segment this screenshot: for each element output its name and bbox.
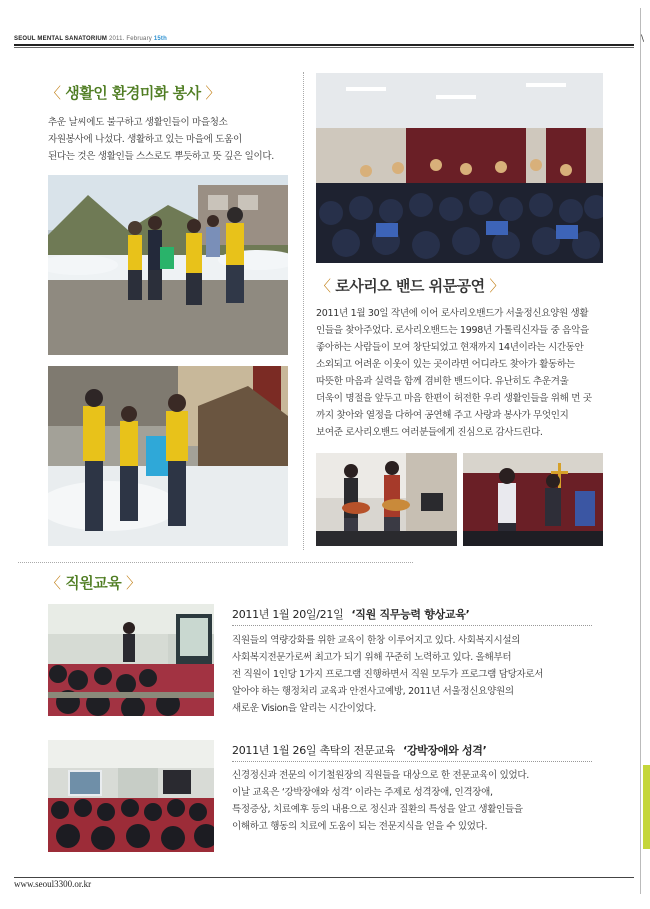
training2-topic: ‘강박장애와 성격’ (402, 744, 487, 757)
page-edge-line (640, 8, 641, 894)
text-line: 신경정신과 전문의 이기철원장의 직원들을 대상으로 한 전문교육이 있었다. (232, 770, 529, 781)
section1-paragraph (48, 114, 298, 165)
photo-training-1 (48, 604, 214, 716)
photo-volunteers-village (48, 175, 288, 355)
footer-rule (14, 877, 634, 878)
section-title-volunteer (46, 82, 220, 103)
section-divider (18, 562, 413, 563)
text-line: 이해하고 행동의 치료에 도움이 되는 전문지식을 얻을 수 있었다. (232, 821, 488, 832)
text-line: 직원들의 역량강화를 위한 교육이 한창 이루어지고 있다. 사회복지시설의 (232, 635, 521, 646)
header-rule (14, 44, 634, 46)
training1-topic: ‘직원 직무능력 향상교육’ (351, 608, 470, 621)
text-line: 2011년 1월 30일 작년에 이어 로사리오밴드가 서울정신요양원 생활 (316, 308, 589, 319)
photo-volunteers-cleaning (48, 366, 288, 546)
footer-url[interactable]: www.seoul3300.or.kr (14, 879, 92, 889)
column-divider (303, 72, 304, 550)
header-brand: SEOUL MENTAL SANATORIUM (14, 36, 108, 42)
photo-band-guitarists (316, 453, 457, 546)
page-header (14, 36, 167, 42)
section-title-text: 직원교육 (65, 574, 122, 592)
photo-band-concert (316, 73, 603, 263)
header-rule-thin (14, 47, 634, 48)
side-tab-mark: \ (641, 34, 645, 44)
text-line: 된다는 것은 생활인들 스스로도 뿌듯하고 뜻 깊은 일이다. (48, 151, 274, 162)
section-title-text: 로사리오 밴드 위문공연 (335, 277, 485, 295)
photo-band-singers (463, 453, 603, 546)
header-date: 2011. February (108, 36, 152, 42)
training2-rule (232, 761, 592, 762)
text-line: 더욱이 명절을 앞두고 마음 한편이 허전한 우리 생활인들을 위해 먼 곳 (316, 393, 592, 404)
training1-date: 2011년 1월 20일/21일 (232, 608, 344, 621)
training2-date: 2011년 1월 26일 촉탁의 전문교육 (232, 744, 395, 757)
training1-heading (232, 606, 469, 622)
text-line: 보여준 로사리오밴드 여러분들에게 진심으로 감사드린다. (316, 427, 543, 438)
section2-paragraph (316, 305, 636, 441)
text-line: 소외되고 어려운 이웃이 있는 곳이라면 어디라도 찾아가 활동하는 (316, 359, 575, 370)
training1-rule (232, 625, 592, 626)
text-line: 사회복지전문가로써 최고가 되기 위해 꾸준히 노력하고 있다. 올해부터 (232, 652, 512, 663)
side-color-tab (643, 765, 650, 849)
bracket-open: 〈 (46, 574, 61, 592)
text-line: 알아야 하는 행정처리 교육과 안전사고예방, 2011년 서울정신요양원의 (232, 686, 514, 697)
text-line: 자원봉사에 나섰다. 생활하고 있는 마을에 도움이 (48, 134, 242, 145)
training2-heading (232, 742, 487, 758)
text-line: 이날 교육은 ‘강박장애와 성격’ 이라는 주제로 성격장애, 인격장애, (232, 787, 493, 798)
bracket-close: 〉 (205, 84, 220, 102)
text-line: 새로운 Vision을 알리는 시간이었다. (232, 703, 376, 714)
text-line: 인들을 찾아주었다. 로사리오밴드는 1998년 가톨릭신자들 중 음악을 (316, 325, 589, 336)
bracket-open: 〈 (316, 277, 331, 295)
training2-paragraph (232, 767, 602, 835)
photo-training-2 (48, 740, 214, 852)
bracket-open: 〈 (46, 84, 61, 102)
bracket-close: 〉 (125, 574, 141, 592)
section-title-staff-training (46, 572, 140, 593)
training1-paragraph (232, 632, 602, 717)
text-line: 까지 찾아와 열정을 다하여 공연해 주고 사랑과 봉사가 무엇인지 (316, 410, 569, 421)
text-line: 특정증상, 치료예후 등의 내용으로 정신과 질환의 특성을 알고 생활인들을 (232, 804, 523, 815)
bracket-close: 〉 (489, 277, 504, 295)
section-title-band (316, 275, 504, 296)
text-line: 전 직원이 1인당 1가지 프로그램 진행하면서 직원 모두가 프로그램 담당자로서 (232, 669, 544, 680)
text-line: 좋아하는 사람들이 모여 창단되었고 현재까지 14년이라는 시간동안 (316, 342, 584, 353)
section-title-text: 생활인 환경미화 봉사 (65, 84, 201, 102)
text-line: 따뜻한 마음과 실력을 함께 겸비한 밴드이다. 유난히도 추운겨울 (316, 376, 569, 387)
header-issue: 15th (153, 36, 167, 42)
text-line: 추운 날씨에도 불구하고 생활인들이 마을청소 (48, 117, 228, 128)
